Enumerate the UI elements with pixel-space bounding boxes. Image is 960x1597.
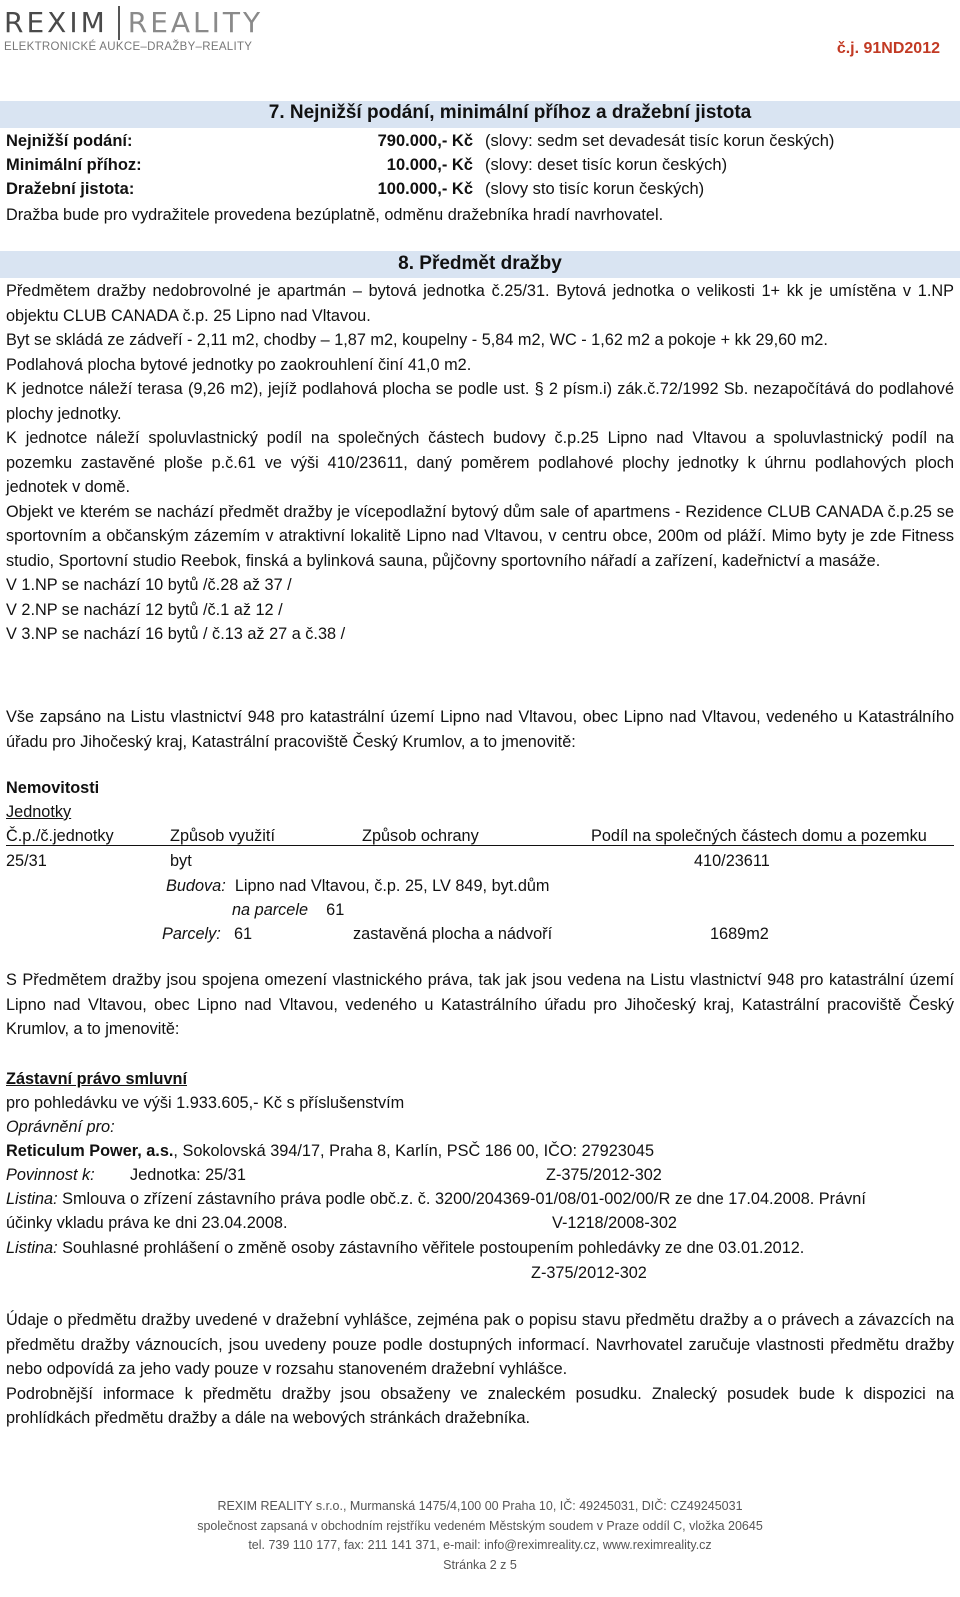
lien-title: Zástavní právo smluvní bbox=[6, 1070, 187, 1088]
unit-number: 25/31 bbox=[6, 852, 47, 870]
auction-fee-note: Dražba bude pro vydražitele provedena bezúplatně, odměnu dražebníka hradí navrhovatel. bbox=[6, 206, 664, 224]
section-8-title: 8. Předmět dražby bbox=[398, 253, 562, 274]
column-header: Č.p./č.jednotky bbox=[6, 827, 114, 845]
deed-label: Listina: bbox=[6, 1239, 58, 1257]
deed-text: Souhlasné prohlášení o změně osoby zástavního věřitele postoupením pohledávky ze dne 03.01.2012. bbox=[57, 1239, 805, 1257]
building-value: Lipno nad Vltavou, č.p. 25, LV 849, byt.dům bbox=[234, 877, 550, 895]
closing-text bbox=[6, 1308, 954, 1431]
parcels-label: Parcely: bbox=[162, 925, 221, 943]
subject-paragraph: Objekt ve kterém se nachází předmět dražby je vícepodlažní bytový dům sale of apartmens - Rezidence CLUB CANADA č.p.25 se sportovním a občanským zázemím v atraktivní lokalitě Lipno nad Vltavou, v centru obce, 200m od pláží. Mimo byty je zde Fitness studio, Sportovní studio Reebok, finská a bylinková sauna, půjčovny sportovního nářadí a zařízení, kadeřnictví a masáže. bbox=[6, 502, 954, 570]
building-label: Budova: bbox=[166, 877, 226, 895]
deed-2 bbox=[6, 1236, 804, 1260]
floor-line: V 2.NP se nachází 12 bytů /č.1 až 12 / bbox=[6, 600, 283, 619]
parcel-value: 61 bbox=[326, 901, 345, 919]
unit-share: 410/23611 bbox=[694, 852, 770, 870]
price-label: Nejnižší podání: bbox=[6, 132, 133, 150]
column-header: Podíl na společných částech domu a pozemku bbox=[591, 827, 927, 845]
price-amount: 790.000,- Kč bbox=[377, 132, 473, 150]
parcels-number: 61 bbox=[234, 925, 253, 943]
floor-line: V 1.NP se nachází 10 bytů /č.28 až 37 / bbox=[6, 576, 292, 594]
column-header: Způsob ochrany bbox=[362, 827, 479, 845]
subject-paragraph: Předmětem dražby nedobrovolné je apartmán – bytová jednotka č.25/31. Bytová jednotka o velikosti 1+ kk je umístěna v 1.NP objektu CLUB CANADA č.p. 25 Lipno nad Vltavou. bbox=[6, 282, 954, 325]
lien-claim: pro pohledávku ve výši 1.933.605,- Kč s příslušenstvím bbox=[6, 1094, 405, 1112]
footer-registry: společnost zapsaná v obchodním rejstříku vedeném Městským soudem v Praze oddíl C, vložka 20645 bbox=[197, 1518, 763, 1533]
unit-use: byt bbox=[170, 852, 192, 870]
subject-paragraph: K jednotce náleží terasa (9,26 m2), jejíž podlahová plocha se podle ust. § 2 písm.i) zák.č.72/1992 Sb. nezapočítává do podlahové plochy jednotky. bbox=[6, 380, 954, 423]
parcels-type: zastavěná plocha a nádvoří bbox=[353, 925, 553, 943]
logo-word-rexim: REXIM bbox=[4, 6, 108, 39]
deed-label: Listina: bbox=[6, 1190, 58, 1208]
price-words: (slovy sto tisíc korun českých) bbox=[485, 180, 705, 198]
subject-paragraph: K jednotce náleží spoluvlastnický podíl na společných částech budovy č.p.25 Lipno nad Vltavou a spoluvlastnický podíl na pozemku zastavěné ploše p.č.61 ve výši 410/23611, daný poměrem podlahové plochy jednotky k úhrnu podlahových ploch jednotek v domě. bbox=[6, 429, 954, 496]
parcel-info bbox=[232, 898, 344, 922]
entitled-address: , Sokolovská 394/17, Praha 8, Karlín, PSČ 186 00, IČO: 27923045 bbox=[173, 1142, 655, 1160]
deed-1-effect: účinky vkladu práva ke dni 23.04.2008. bbox=[6, 1214, 288, 1232]
logo-word-reality: REALITY bbox=[127, 6, 264, 39]
price-label: Minimální příhoz: bbox=[6, 156, 142, 174]
reference-number: č.j. 91ND2012 bbox=[836, 40, 940, 57]
price-words: (slovy: deset tisíc korun českých) bbox=[485, 156, 728, 174]
closing-paragraph: Podrobnější informace k předmětu dražby jsou obsaženy ve znaleckém posudku. Znalecký posudek bude k dispozici na prohlídkách předmětu dražby a dále na webových stránkách dražebníka. bbox=[6, 1384, 954, 1427]
subject-paragraph: Podlahová plocha bytové jednotky po zaokrouhlení činí 41,0 m2. bbox=[6, 355, 472, 374]
column-header: Způsob využití bbox=[170, 827, 275, 845]
deed-1-reference: V-1218/2008-302 bbox=[552, 1214, 677, 1232]
entitled-name: Reticulum Power, a.s. bbox=[6, 1142, 174, 1160]
ownership-register-paragraph: Vše zapsáno na Listu vlastnictví 948 pro katastrální území Lipno nad Vltavou, obec Lipno nad Vltavou, vedeného u Katastrálního úřadu pro Jihočeský kraj, Katastrální pracoviště Český Krumlov, a to jmenovitě: bbox=[6, 708, 954, 751]
section-7-title: 7. Nejnižší podání, minimální příhoz a dražební jistota bbox=[268, 102, 752, 123]
property-heading: Nemovitosti bbox=[6, 779, 100, 797]
entitled-party bbox=[6, 1139, 654, 1163]
property-subheading: Jednotky bbox=[6, 803, 72, 821]
building-info bbox=[166, 874, 550, 898]
entitled-label: Oprávnění pro: bbox=[6, 1118, 115, 1136]
deed-text: Smlouva o zřízení zástavního práva podle obč.z. č. 3200/204369-01/08/01-002/00/R ze dne 17.04.2008. Právní bbox=[57, 1190, 866, 1208]
price-label: Dražební jistota: bbox=[6, 180, 135, 198]
footer-company: REXIM REALITY s.r.o., Murmanská 1475/4,100 00 Praha 10, IČ: 49245031, DIČ: CZ49245031 bbox=[217, 1499, 743, 1513]
deed-1 bbox=[6, 1187, 866, 1211]
header-underline bbox=[6, 845, 954, 846]
parcel-label: na parcele bbox=[232, 901, 309, 919]
closing-paragraph: Údaje o předmětu dražby uvedené v dražební vyhlášce, zejména pak o popisu stavu předmětu dražby a o právech a závazcích na předmětu dražby váznoucích, jsou uvedeny pouze podle dostupných informací. Navrhovatel zaručuje vlastnosti předmětu dražby nebo odpovídá za jeho vady pouze v rozsahu stanoveném dražební vyhlášce. bbox=[6, 1311, 954, 1378]
price-amount: 100.000,- Kč bbox=[377, 180, 473, 198]
duty-value: Jednotka: 25/31 bbox=[130, 1166, 246, 1184]
encumbrance-intro: S Předmětem dražby jsou spojena omezení vlastnického práva, tak jak jsou vedena na Listu vlastnictví 948 pro katastrální území Lipno nad Vltavou, obec Lipno nad Vltavou, vedeného u Katastrálního úřadu pro Jihočeský kraj, Katastrální pracoviště Český Krumlov, a to jmenovitě: bbox=[6, 971, 954, 1038]
duty-label: Povinnost k: bbox=[6, 1166, 95, 1184]
price-amount: 10.000,- Kč bbox=[386, 156, 473, 174]
logo-separator bbox=[118, 6, 120, 40]
parcels-area: 1689m2 bbox=[710, 925, 769, 943]
deed-2-reference: Z-375/2012-302 bbox=[531, 1264, 647, 1282]
page-footer bbox=[0, 1497, 960, 1575]
subject-paragraph: Byt se skládá ze zádveří - 2,11 m2, chodby – 1,87 m2, koupelny - 5,84 m2, WC - 1,62 m2 a pokoje + kk 29,60 m2. bbox=[6, 331, 828, 349]
page-number: Stránka 2 z 5 bbox=[443, 1557, 517, 1572]
price-words: (slovy: sedm set devadesát tisíc korun českých) bbox=[485, 132, 835, 150]
floor-line: V 3.NP se nachází 16 bytů / č.13 až 27 a č.38 / bbox=[6, 625, 346, 643]
duty-reference: Z-375/2012-302 bbox=[546, 1166, 662, 1184]
company-logo bbox=[4, 2, 274, 56]
footer-contact: tel. 739 110 177, fax: 211 141 371, e-mail: info@reximreality.cz, www.reximreality.cz bbox=[248, 1538, 712, 1552]
logo-subtitle: ELEKTRONICKÉ AUKCE–DRAŽBY–REALITY bbox=[4, 41, 253, 53]
subject-description bbox=[6, 279, 954, 647]
